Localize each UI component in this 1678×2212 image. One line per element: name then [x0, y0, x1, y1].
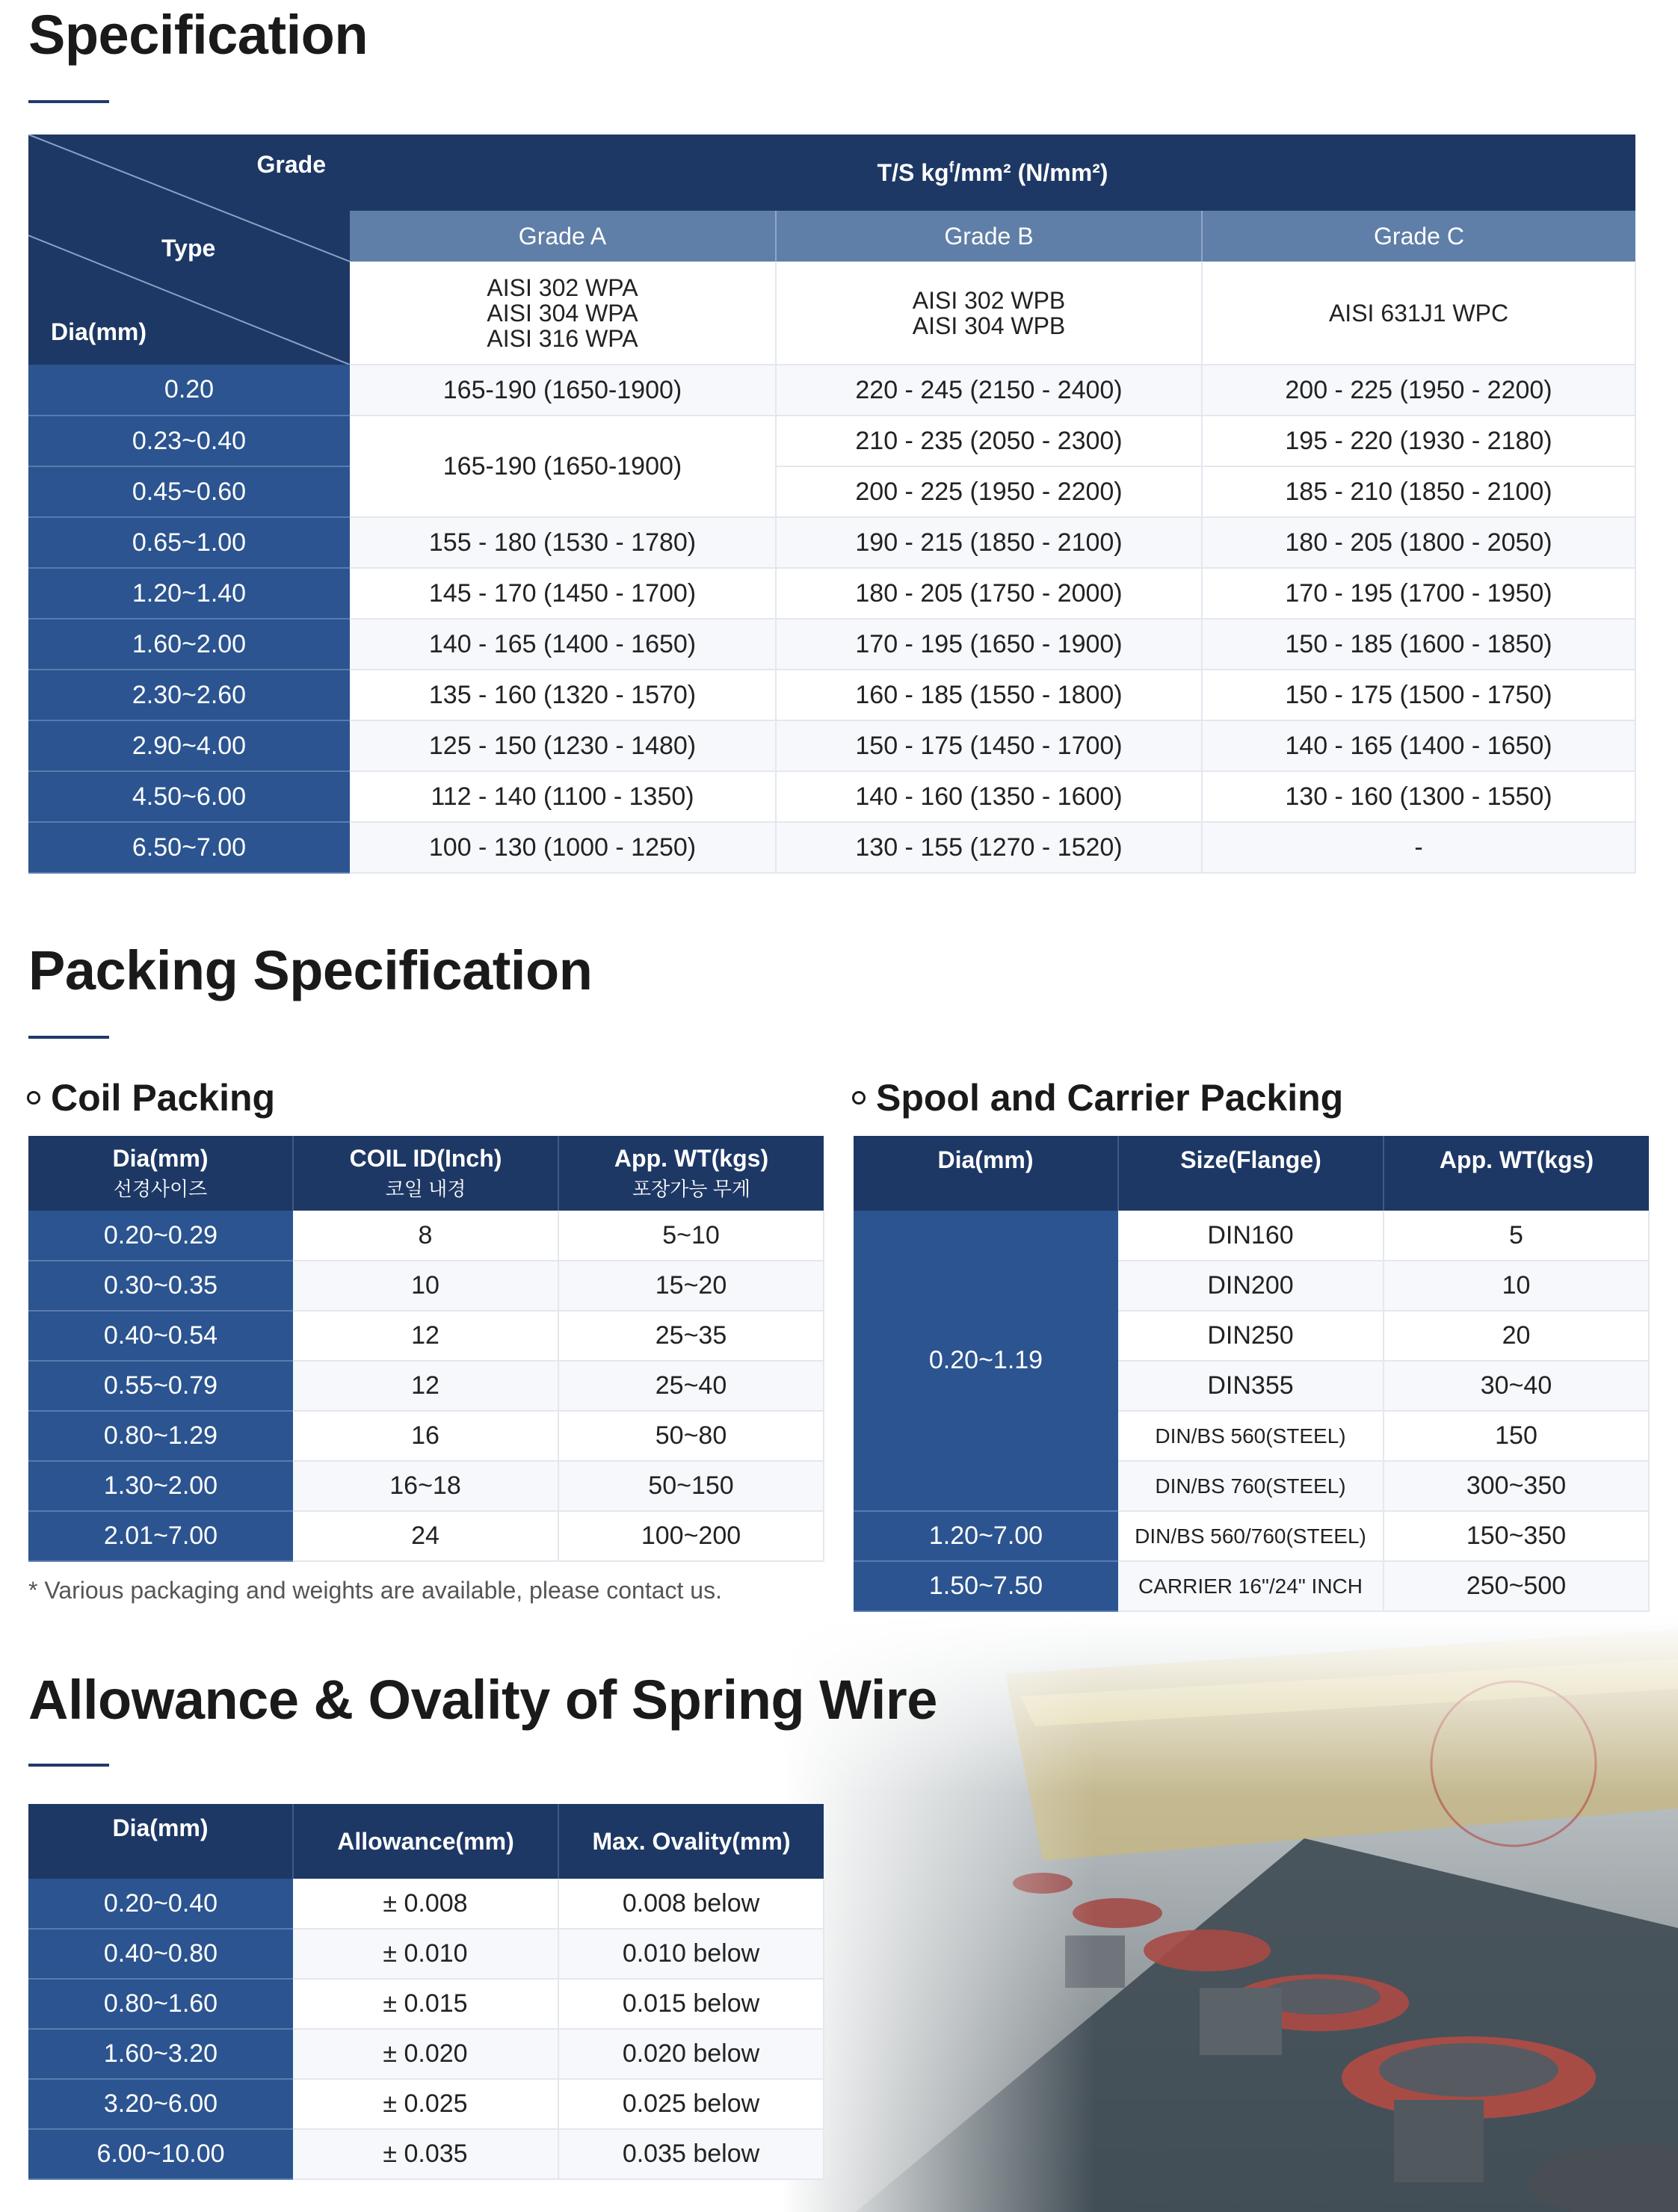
ovality-cell: 0.015 below — [558, 1979, 824, 2029]
coil-packing-title-text: Coil Packing — [51, 1077, 276, 1119]
table-row — [28, 415, 1635, 466]
table-row — [28, 720, 1635, 771]
type-grade-b: AISI 302 WPB AISI 304 WPB — [776, 262, 1202, 365]
dia-cell: 1.50~7.50 — [854, 1561, 1118, 1611]
specification-table — [28, 135, 1636, 874]
table-row — [854, 1561, 1649, 1611]
grade-b-cell: 190 - 215 (1850 - 2100) — [776, 517, 1202, 568]
allowance-header-allowance: Allowance(mm) — [293, 1804, 558, 1879]
bullet-icon — [852, 1091, 866, 1105]
ovality-cell: 0.020 below — [558, 2029, 824, 2079]
coil-packing-table — [28, 1136, 824, 1562]
weight-cell: 20 — [1384, 1311, 1649, 1361]
dia-cell: 2.01~7.00 — [28, 1511, 293, 1561]
weight-cell: 50~150 — [558, 1461, 824, 1511]
corner-grade-label: Grade — [256, 151, 326, 178]
grade-a-header: Grade A — [350, 211, 776, 262]
grade-c-cell: 150 - 175 (1500 - 1750) — [1202, 670, 1635, 720]
table-row — [28, 1361, 824, 1411]
weight-cell: 50~80 — [558, 1411, 824, 1461]
table-row — [28, 2079, 824, 2129]
allowance-cell: ± 0.015 — [293, 1979, 558, 2029]
table-row — [28, 2029, 824, 2079]
allowance-cell: ± 0.008 — [293, 1879, 558, 1929]
allowance-cell: ± 0.025 — [293, 2079, 558, 2129]
coil-id-cell: 10 — [293, 1261, 558, 1311]
dia-cell: 4.50~6.00 — [28, 771, 350, 822]
allowance-title: Allowance & Ovality of Spring Wire — [28, 1669, 937, 1731]
ts-header — [350, 135, 1635, 211]
grade-c-header: Grade C — [1202, 211, 1635, 262]
grade-c-cell: 170 - 195 (1700 - 1950) — [1202, 568, 1635, 619]
grade-b-cell: 170 - 195 (1650 - 1900) — [776, 619, 1202, 670]
packing-note: * Various packaging and weights are available, please contact us. — [28, 1577, 722, 1604]
table-row — [28, 1511, 824, 1561]
grade-c-cell: - — [1202, 822, 1635, 873]
grade-a-cell: 100 - 130 (1000 - 1250) — [350, 822, 776, 873]
flange-cell: DIN200 — [1118, 1261, 1384, 1311]
dia-cell: 0.80~1.60 — [28, 1979, 293, 2029]
weight-cell: 250~500 — [1384, 1561, 1649, 1611]
ovality-cell: 0.035 below — [558, 2129, 824, 2179]
spec-corner-header — [28, 135, 350, 365]
grade-a-cell: 125 - 150 (1230 - 1480) — [350, 720, 776, 771]
specification-title: Specification — [28, 4, 368, 66]
weight-cell: 25~35 — [558, 1311, 824, 1361]
weight-cell: 150~350 — [1384, 1511, 1649, 1561]
grade-c-cell: 150 - 185 (1600 - 1850) — [1202, 619, 1635, 670]
table-row — [28, 822, 1635, 873]
dia-cell: 1.20~7.00 — [854, 1511, 1118, 1561]
coil-id-cell: 16~18 — [293, 1461, 558, 1511]
spool-header-dia: Dia(mm) — [854, 1136, 1118, 1211]
coil-id-cell: 8 — [293, 1211, 558, 1261]
grade-b-cell: 210 - 235 (2050 - 2300) — [776, 415, 1202, 466]
table-row — [28, 466, 1635, 517]
weight-cell: 10 — [1384, 1261, 1649, 1311]
dia-cell: 1.60~3.20 — [28, 2029, 293, 2079]
grade-a-cell: 165-190 (1650-1900) — [350, 415, 776, 517]
table-row — [28, 1929, 824, 1979]
dia-cell: 0.45~0.60 — [28, 466, 350, 517]
type-grade-a: AISI 302 WPA AISI 304 WPA AISI 316 WPA — [350, 262, 776, 365]
table-row — [28, 670, 1635, 720]
coil-id-cell: 12 — [293, 1311, 558, 1361]
grade-b-cell: 140 - 160 (1350 - 1600) — [776, 771, 1202, 822]
grade-a-cell: 135 - 160 (1320 - 1570) — [350, 670, 776, 720]
table-row — [854, 1211, 1649, 1261]
table-row — [28, 1211, 824, 1261]
table-row — [28, 1979, 824, 2029]
flange-cell: DIN/BS 760(STEEL) — [1118, 1461, 1384, 1511]
dia-cell: 0.23~0.40 — [28, 415, 350, 466]
grade-c-cell: 185 - 210 (1850 - 2100) — [1202, 466, 1635, 517]
flange-cell: DIN/BS 560(STEEL) — [1118, 1411, 1384, 1461]
coil-header-wt — [558, 1136, 824, 1211]
coil-header-id — [293, 1136, 558, 1211]
allowance-cell: ± 0.020 — [293, 2029, 558, 2079]
dia-cell: 0.55~0.79 — [28, 1361, 293, 1411]
spool-header-size: Size(Flange) — [1118, 1136, 1384, 1211]
title-underline — [28, 1036, 109, 1039]
flange-cell: DIN/BS 560/760(STEEL) — [1118, 1511, 1384, 1561]
weight-cell: 15~20 — [558, 1261, 824, 1311]
grade-b-cell: 150 - 175 (1450 - 1700) — [776, 720, 1202, 771]
bullet-icon — [27, 1091, 40, 1105]
table-row — [28, 1311, 824, 1361]
title-underline — [28, 100, 109, 103]
spool-packing-title-text: Spool and Carrier Packing — [876, 1077, 1344, 1119]
dia-cell: 0.40~0.80 — [28, 1929, 293, 1979]
header-label: COIL ID(Inch) — [349, 1145, 502, 1172]
dia-cell: 0.20~0.40 — [28, 1879, 293, 1929]
dia-cell: 0.20~0.29 — [28, 1211, 293, 1261]
flange-cell: CARRIER 16"/24" INCH — [1118, 1561, 1384, 1611]
coil-header-dia — [28, 1136, 293, 1211]
dia-cell: 0.30~0.35 — [28, 1261, 293, 1311]
flange-cell: DIN250 — [1118, 1311, 1384, 1361]
header-korean: 코일 내경 — [385, 1178, 466, 1200]
ovality-cell: 0.008 below — [558, 1879, 824, 1929]
weight-cell: 25~40 — [558, 1361, 824, 1411]
allowance-cell: ± 0.010 — [293, 1929, 558, 1979]
dia-cell: 1.30~2.00 — [28, 1461, 293, 1511]
type-grade-c: AISI 631J1 WPC — [1202, 262, 1635, 365]
grade-b-cell: 200 - 225 (1950 - 2200) — [776, 466, 1202, 517]
weight-cell: 300~350 — [1384, 1461, 1649, 1511]
title-underline — [28, 1764, 109, 1767]
grade-b-header: Grade B — [776, 211, 1202, 262]
spool-packing-title — [852, 1076, 1343, 1119]
corner-type-label: Type — [161, 235, 216, 262]
grade-c-cell: 180 - 205 (1800 - 2050) — [1202, 517, 1635, 568]
table-row — [28, 517, 1635, 568]
ovality-cell: 0.010 below — [558, 1929, 824, 1979]
dia-cell: 3.20~6.00 — [28, 2079, 293, 2129]
dia-cell: 2.30~2.60 — [28, 670, 350, 720]
table-row — [28, 771, 1635, 822]
table-row — [28, 365, 1635, 415]
dia-cell: 0.20~1.19 — [854, 1211, 1118, 1511]
header-label: Dia(mm) — [112, 1145, 209, 1172]
flange-cell: DIN355 — [1118, 1361, 1384, 1411]
corner-dia-label: Dia(mm) — [51, 318, 147, 345]
dia-cell: 1.60~2.00 — [28, 619, 350, 670]
grade-b-cell: 130 - 155 (1270 - 1520) — [776, 822, 1202, 873]
weight-cell: 5~10 — [558, 1211, 824, 1261]
grade-a-cell: 140 - 165 (1400 - 1650) — [350, 619, 776, 670]
grade-b-cell: 220 - 245 (2150 - 2400) — [776, 365, 1202, 415]
allowance-header-dia: Dia(mm) — [28, 1804, 293, 1879]
grade-c-cell: 200 - 225 (1950 - 2200) — [1202, 365, 1635, 415]
table-row — [28, 2129, 824, 2179]
dia-cell: 6.00~10.00 — [28, 2129, 293, 2179]
coil-id-cell: 24 — [293, 1511, 558, 1561]
allowance-table — [28, 1804, 824, 2180]
table-row — [28, 1461, 824, 1511]
table-row — [854, 1511, 1649, 1561]
coil-id-cell: 16 — [293, 1411, 558, 1461]
weight-cell: 5 — [1384, 1211, 1649, 1261]
grade-a-cell: 145 - 170 (1450 - 1700) — [350, 568, 776, 619]
table-row — [28, 1879, 824, 1929]
grade-a-cell: 165-190 (1650-1900) — [350, 365, 776, 415]
table-row — [28, 619, 1635, 670]
spool-header-wt: App. WT(kgs) — [1384, 1136, 1649, 1211]
allowance-header-ovality: Max. Ovality(mm) — [558, 1804, 824, 1879]
header-korean: 선경사이즈 — [113, 1178, 208, 1200]
dia-cell: 0.20 — [28, 365, 350, 415]
weight-cell: 100~200 — [558, 1511, 824, 1561]
grade-c-cell: 130 - 160 (1300 - 1550) — [1202, 771, 1635, 822]
ts-header-text: T/S $kg^f$/mm² (N/mm²) — [877, 158, 1108, 186]
dia-cell: 6.50~7.00 — [28, 822, 350, 873]
dia-cell: 0.80~1.29 — [28, 1411, 293, 1461]
packing-title: Packing Specification — [28, 939, 593, 1001]
flange-cell: DIN160 — [1118, 1211, 1384, 1261]
grade-c-cell: 195 - 220 (1930 - 2180) — [1202, 415, 1635, 466]
table-row — [28, 1261, 824, 1311]
dia-cell: 1.20~1.40 — [28, 568, 350, 619]
header-korean: 포장가능 무게 — [632, 1178, 750, 1200]
grade-b-cell: 160 - 185 (1550 - 1800) — [776, 670, 1202, 720]
dia-cell: 2.90~4.00 — [28, 720, 350, 771]
coil-packing-title — [27, 1076, 275, 1119]
header-label: App. WT(kgs) — [614, 1145, 769, 1172]
weight-cell: 30~40 — [1384, 1361, 1649, 1411]
spool-packing-table — [854, 1136, 1650, 1612]
dia-cell: 0.65~1.00 — [28, 517, 350, 568]
dia-cell: 0.40~0.54 — [28, 1311, 293, 1361]
coil-id-cell: 12 — [293, 1361, 558, 1411]
table-row — [28, 568, 1635, 619]
grade-b-cell: 180 - 205 (1750 - 2000) — [776, 568, 1202, 619]
weight-cell: 150 — [1384, 1411, 1649, 1461]
allowance-cell: ± 0.035 — [293, 2129, 558, 2179]
table-row — [28, 1411, 824, 1461]
ovality-cell: 0.025 below — [558, 2079, 824, 2129]
grade-a-cell: 155 - 180 (1530 - 1780) — [350, 517, 776, 568]
grade-c-cell: 140 - 165 (1400 - 1650) — [1202, 720, 1635, 771]
grade-a-cell: 112 - 140 (1100 - 1350) — [350, 771, 776, 822]
